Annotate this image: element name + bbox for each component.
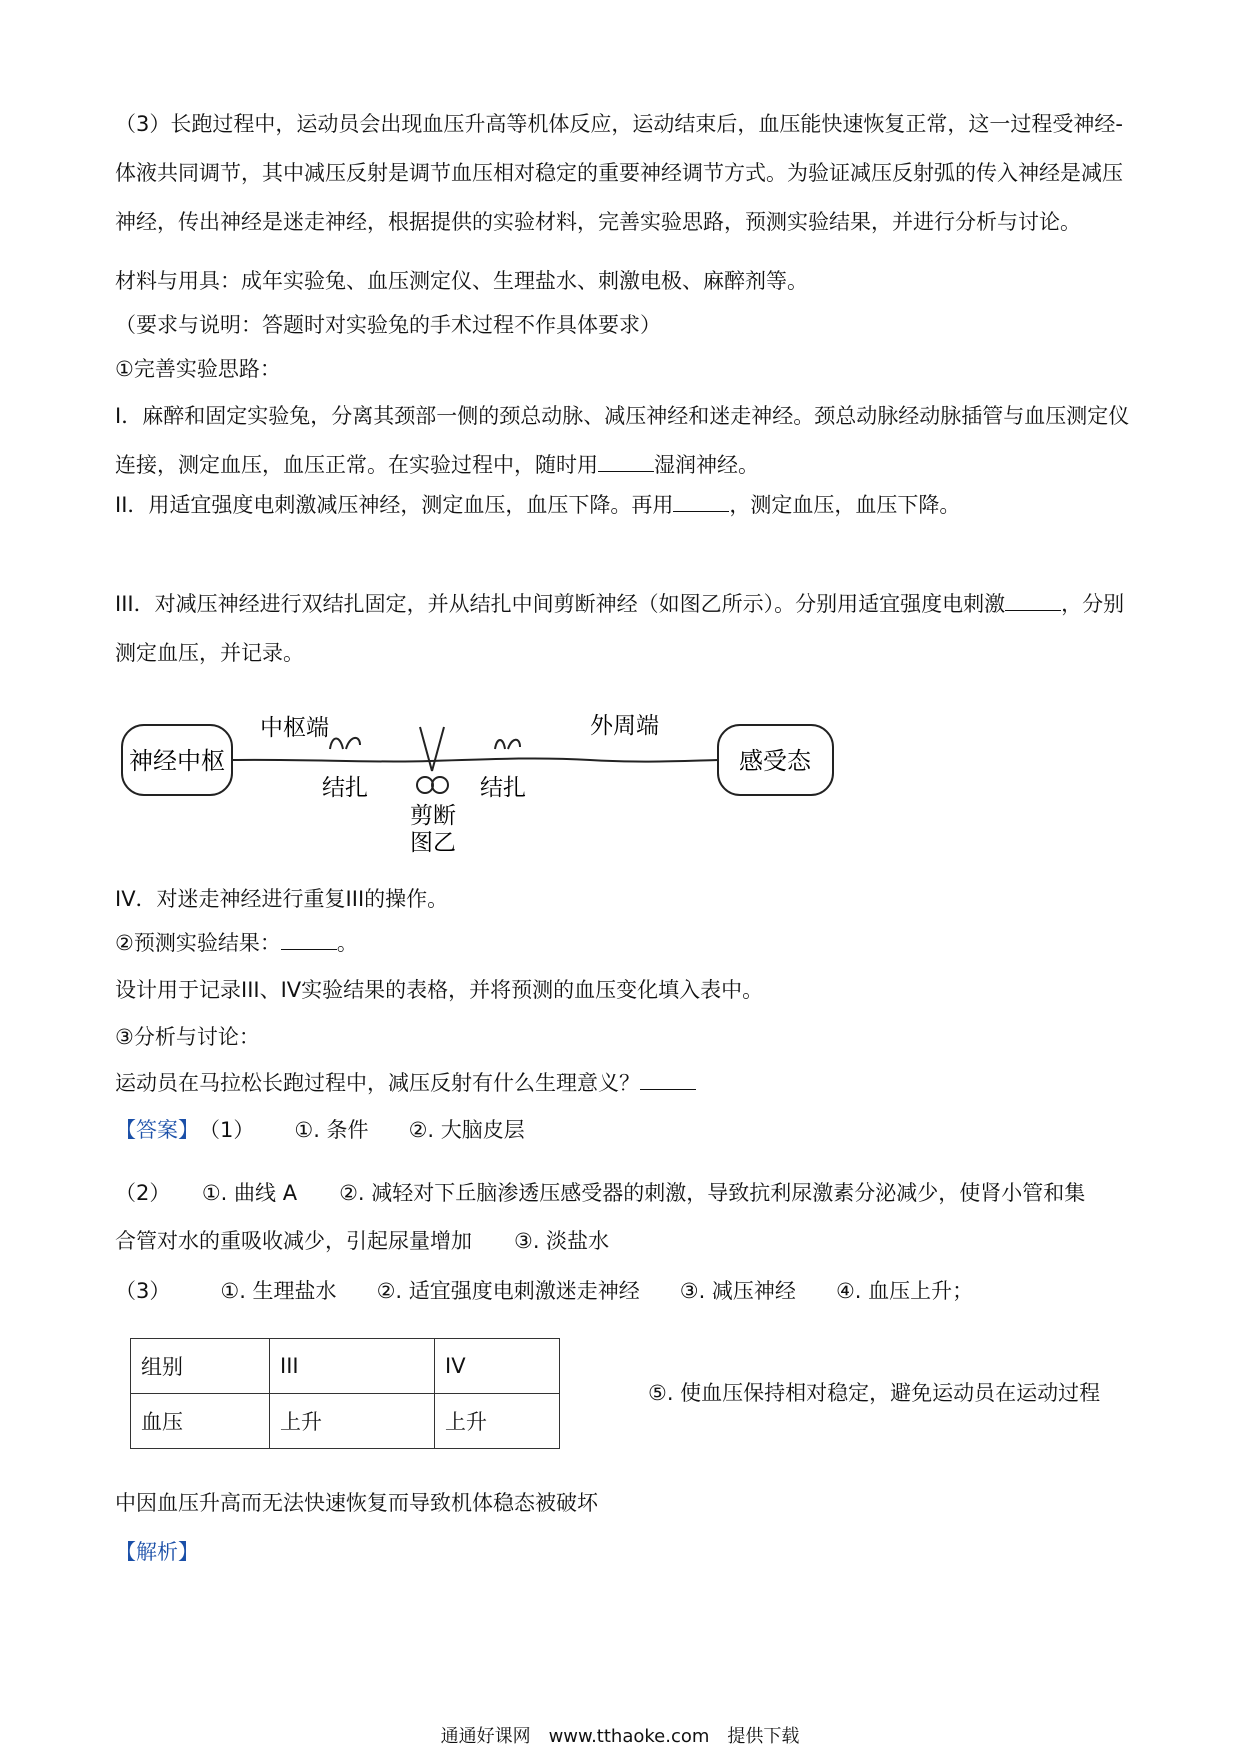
answer-blank (598, 453, 654, 472)
step-1-text: I．麻醉和固定实验兔，分离其颈部一侧的颈总动脉、减压神经和迷走神经。颈总动脉经动脉插管与血压测定仪连接，测定血压，血压正常。在实验过程中，随时用 (115, 404, 1130, 477)
peripheral-end-label: 外周端 (590, 713, 659, 739)
nerve-center-label: 神经中枢 (129, 747, 225, 775)
answer-3-c: ③. 减压神经 (679, 1279, 796, 1303)
nerve-diagram (110, 705, 850, 855)
design-line: 设计用于记录III、IV实验结果的表格，并将预测的血压变化填入表中。 (115, 978, 764, 1002)
step-title: ①完善实验思路： (115, 357, 281, 381)
answer-3-a: ①. 生理盐水 (220, 1279, 337, 1303)
central-end-label: 中枢端 (260, 715, 329, 741)
materials-line: 材料与用具：成年实验兔、血压测定仪、生理盐水、刺激电极、麻醉剂等。 (115, 269, 808, 293)
ligature-right-mark (495, 740, 520, 749)
step-1 (115, 392, 1133, 490)
answer-3-d: ④. 血压上升； (835, 1279, 974, 1303)
ligature-left-label: 结扎 (322, 775, 368, 801)
table-row (131, 1394, 560, 1449)
table-cell: 上升 (435, 1394, 560, 1449)
ligature-left-mark (330, 738, 360, 749)
answer-row-2: （2） ①. 曲线 A ②. 减轻对下丘脑渗透压感受器的刺激，导致抗利尿激素分泌减少，使肾小管和集 (115, 1181, 1086, 1205)
answer-row-5: ⑤. 使血压保持相对稳定，避免运动员在运动过程 (648, 1381, 1101, 1405)
step-4: IV．对迷走神经进行重复III的操作。 (115, 887, 449, 911)
step-3-text-end: ，分别测定血压，并记录。 (115, 592, 1125, 665)
answer-1-a: ①. 条件 (294, 1118, 369, 1142)
question-line (115, 1068, 696, 1098)
step-2-text: II．用适宜强度电刺激减压神经，测定血压，血压下降。再用 (115, 493, 674, 517)
predict-text: ②预测实验结果： (115, 931, 281, 955)
figure-caption: 图乙 (410, 830, 456, 855)
predict-end: 。 (336, 931, 358, 955)
step-3 (115, 580, 1133, 678)
step-1-text-end: 湿润神经。 (654, 453, 759, 477)
analysis-label: 【解析】 (115, 1540, 199, 1564)
result-table (130, 1338, 560, 1449)
answer-3-b: ②. 适宜强度电刺激迷走神经 (376, 1279, 640, 1303)
table-cell: IV (435, 1339, 560, 1394)
step-3-text: III．对减压神经进行双结扎固定，并从结扎中间剪断神经（如图乙所示）。分别用适宜强度电刺激 (115, 592, 1006, 616)
ligature-right-label: 结扎 (480, 775, 526, 801)
step-2-text-end: ，测定血压，血压下降。 (729, 493, 961, 517)
answer-blank (1005, 592, 1061, 611)
answer-row-2b: 合管对水的重吸收减少，引起尿量增加 ③. 淡盐水 (115, 1229, 610, 1253)
answer-blank (673, 493, 729, 512)
cut-label: 剪断 (410, 803, 456, 829)
receptor-label: 感受态 (739, 747, 811, 775)
answer-1-b: ②. 大脑皮层 (408, 1118, 525, 1142)
answer-blank (640, 1071, 696, 1090)
answer-blank (281, 931, 337, 950)
table-cell: 组别 (131, 1339, 270, 1394)
table-row (131, 1339, 560, 1394)
page-footer: 通通好课网 www.tthaoke.com 提供下载 (440, 1726, 800, 1747)
answer-row-1 (115, 1115, 525, 1145)
answer-row-3 (115, 1276, 973, 1306)
analysis-title: ③分析与讨论： (115, 1025, 260, 1049)
answer-label: 【答案】 (115, 1118, 199, 1142)
answer-3-num: （3） (115, 1279, 171, 1303)
step-2 (115, 490, 960, 520)
question-text: 运动员在马拉松长跑过程中，减压反射有什么生理意义？ (115, 1071, 640, 1095)
answer-1-num: （1） (199, 1118, 255, 1142)
table-cell: 血压 (131, 1394, 270, 1449)
requirements-line: （要求与说明：答题时对实验兔的手术过程不作具体要求） (115, 313, 661, 337)
table-cell: III (270, 1339, 435, 1394)
predict-line (115, 928, 358, 958)
table-cell: 上升 (270, 1394, 435, 1449)
question-intro: （3）长跑过程中，运动员会出现血压升高等机体反应，运动结束后，血压能快速恢复正常，这一过程受神经-体液共同调节，其中减压反射是调节血压相对稳定的重要神经调节方式。为验证减压反射弧的传入神经是减压神经，传出神经是迷走神经，根据提供的实验材料，完善实验思路，预测实验结果，并进行分析与讨论。 (115, 112, 1123, 234)
answer-row-5b: 中因血压升高而无法快速恢复而导致机体稳态被破坏 (115, 1491, 598, 1515)
nerve-fiber (232, 758, 718, 761)
